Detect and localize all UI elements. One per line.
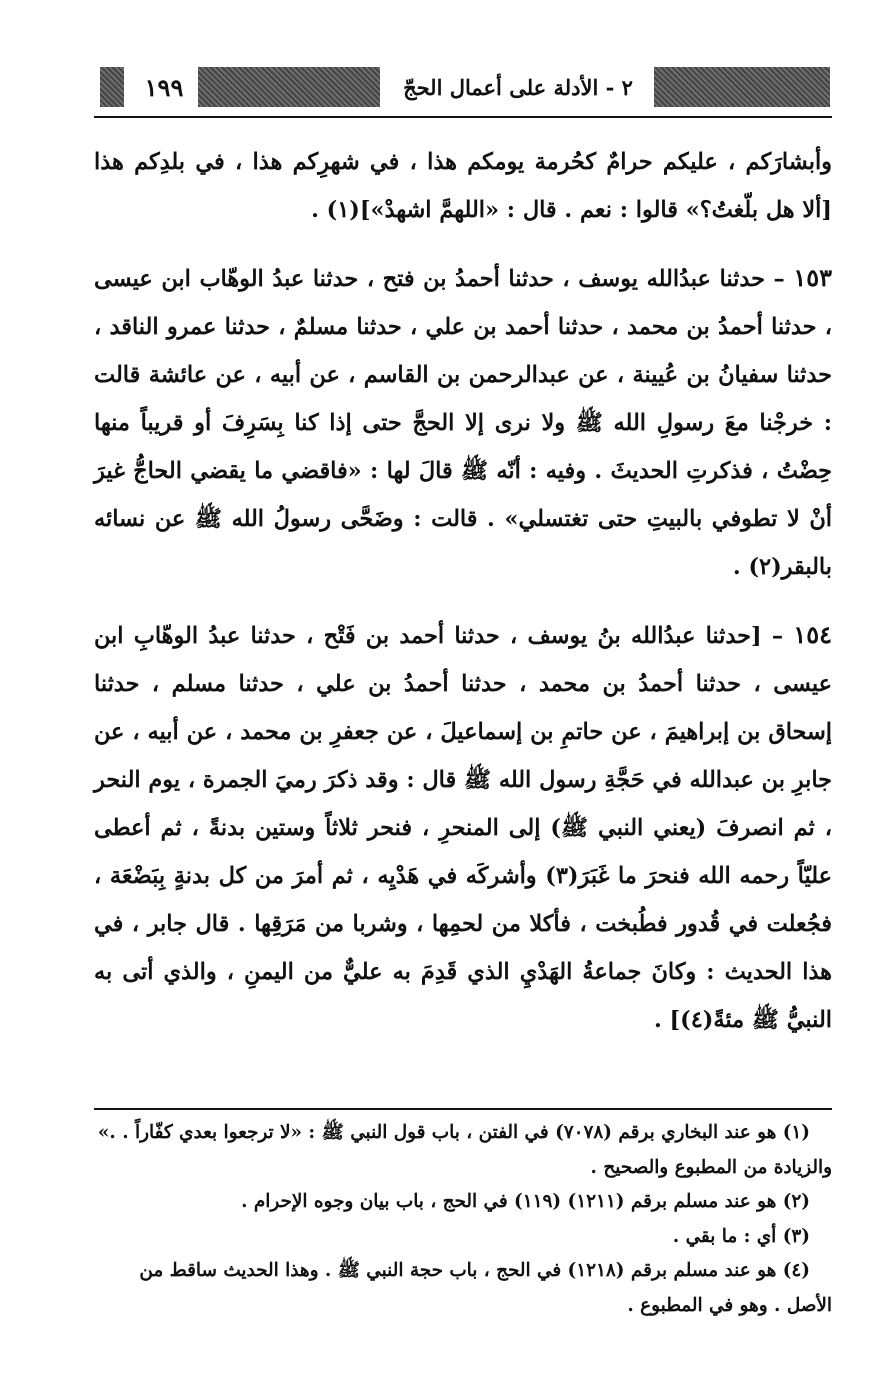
- header-decor-block: [198, 67, 380, 107]
- header-rule: [94, 116, 832, 118]
- footnote-1-continued: والزيادة من المطبوع والصحيح .: [590, 1156, 832, 1178]
- running-title: ٢ - الأدلة على أعمال الحجّ: [403, 75, 633, 100]
- main-text: [94, 138, 832, 1044]
- footnote-4: (٤) هو عند مسلم برقم (١٢١٨) في الحج ، باب حجة النبي ﷺ . وهذا الحديث ساقط من: [139, 1260, 810, 1281]
- hadith-number: ١٥٤: [793, 620, 832, 649]
- footnote-3: (٣) أي : ما بقي .: [672, 1225, 810, 1247]
- hadith-number: ١٥٣: [793, 263, 833, 292]
- hadith-text: – [حدثنا عبدُالله بنُ يوسف ، حدثنا أحمد بن فَتْح ، حدثنا عبدُ الوهّابِ ابن عيسى ، حدثنا أحمدُ بن محمد ، حدثنا أحمدُ بن علي ، حدثنا مسلم ، حدثنا إسحاق بن إبراهيمَ ، عن حاتمِ بن إسماعيلَ ، عن جعفرِ بن محمد ، عن أبيه ، عن جابرِ بن عبدالله في حَجَّةِ رسول الله ﷺ قال : وقد ذكرَ رميَ الجمرة ، يوم النحر ، ثم انصرفَ (يعني النبي ﷺ) إلى المنحرِ ، فنحر ثلاثاً وستين بدنةً ، ثم أعطى عليّاً رحمه الله فنحرَ ما غَبَرَ(٣) وأشركَه في هَدْيِه ، ثم أمرَ من كل بدنةٍ بِبَضْعَة ، فجُعلت في قُدور فطُبخت ، فأكلا من لحمِها ، وشربا من مَرَقِها . قال جابر ، في هذا الحديث : وكانَ جماعةُ الهَدْيِ الذي قَدِمَ به عليٌّ من اليمنِ ، والذي أتى به النبيُّ ﷺ مئةً(٤)] .: [94, 623, 833, 1033]
- footnote-4-continued: الأصل . وهو في المطبوع .: [627, 1294, 832, 1316]
- header-decor-block: [100, 67, 124, 107]
- footnote-2: (٢) هو عند مسلم برقم (١٢١١) (١١٩) في الحج ، باب بيان وجوه الإحرام .: [241, 1191, 810, 1212]
- page-number: ١٩٩: [144, 73, 184, 102]
- header-decor-block: [654, 67, 830, 107]
- footnote-rule: [94, 1108, 832, 1110]
- footnote-1: (١) هو عند البخاري برقم (٧٠٧٨) في الفتن ، باب قول النبي ﷺ : «لا ترجعوا بعدي كفّاراً . .»: [97, 1122, 810, 1143]
- paragraph-continuation: وأبشارَكم ، عليكم حرامٌ كحُرمة يومكم هذا ، في شهرِكم هذا ، في بلدِكم هذا [ألا هل بلّغتُ؟» قالوا : نعم . قال : «اللهمَّ اشهدْ»](١) .: [94, 149, 832, 223]
- page-header: [94, 60, 832, 116]
- footnotes: [94, 1116, 832, 1323]
- hadith-154: [94, 611, 832, 1044]
- hadith-153: [94, 254, 832, 591]
- hadith-text: – حدثنا عبدُالله يوسف ، حدثنا أحمدُ بن فتح ، حدثنا عبدُ الوهّاب ابن عيسى ، حدثنا أحمدُ بن محمد ، حدثنا أحمد بن علي ، حدثنا مسلمٌ ، حدثنا عمرو الناقد ، حدثنا سفيانُ بن عُيينة ، عن عبدالرحمن بن القاسم ، عن أبيه ، عن عائشة قالت : خرجْنا معَ رسولِ الله ﷺ ولا نرى إلا الحجَّ حتى إذا كنا بِسَرِفَ أو قريباً منها حِضْتُ ، فذكرتِ الحديثَ . وفيه : أنّه ﷺ قالَ لها : «فاقضي ما يقضي الحاجُّ غيرَ أنْ لا تطوفي بالبيتِ حتى تغتسلي» . قالت : وضَحَّى رسولُ الله ﷺ عن نسائه بالبقر(٢) .: [94, 266, 832, 580]
